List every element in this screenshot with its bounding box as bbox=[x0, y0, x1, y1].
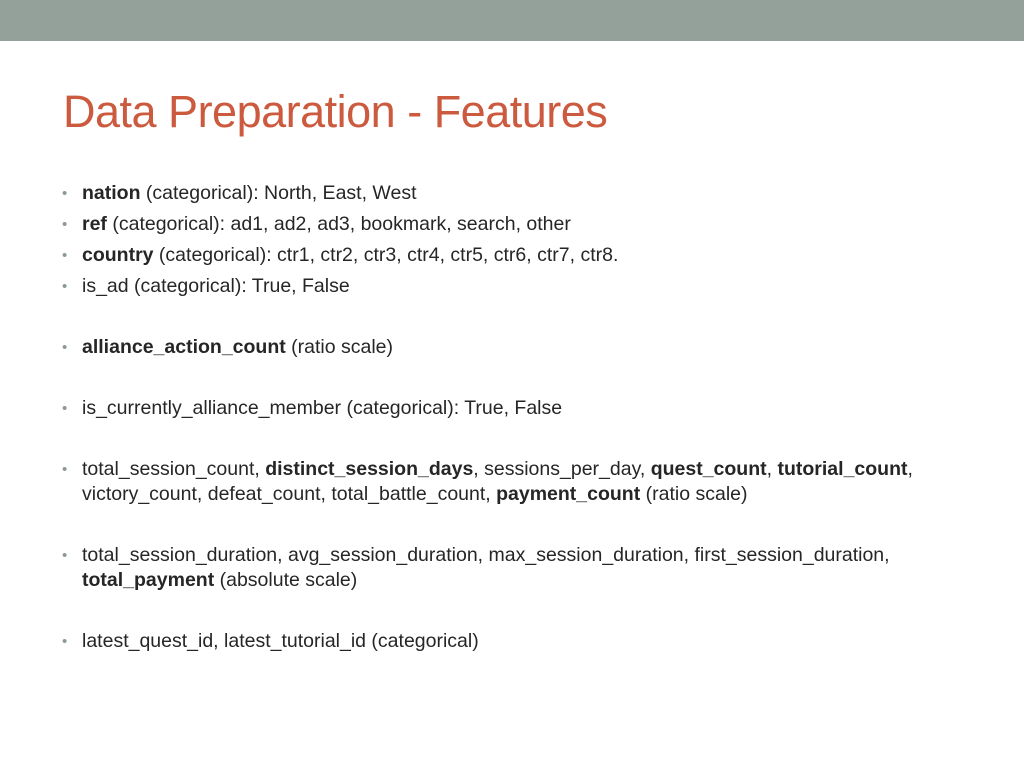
bullet-icon: • bbox=[62, 547, 68, 564]
bullet-icon: • bbox=[62, 185, 68, 202]
bullet-list bbox=[62, 181, 962, 654]
list-item-is-ad: • is_ad (categorical): True, False bbox=[62, 275, 350, 297]
bullet-icon: • bbox=[62, 633, 68, 650]
bullet-icon: • bbox=[62, 400, 68, 417]
bullet-icon: • bbox=[62, 339, 68, 356]
bullet-icon: • bbox=[62, 247, 68, 264]
list-item-alliance-member: • is_currently_alliance_member (categorical): True, False bbox=[62, 397, 563, 419]
list-item-alliance-action-count: • alliance_action_count (ratio scale) bbox=[62, 336, 394, 358]
bullet-icon: • bbox=[62, 278, 68, 295]
bullet-icon: • bbox=[62, 216, 68, 233]
list-item-country: • country (categorical): ctr1, ctr2, ctr3, ctr4, ctr5, ctr6, ctr7, ctr8. bbox=[62, 244, 619, 266]
list-item-ref: • ref (categorical): ad1, ad2, ad3, bookmark, search, other bbox=[62, 213, 571, 235]
slide-title: Data Preparation - Features bbox=[63, 86, 608, 137]
list-item-session-counts: • total_session_count, distinct_session_days, sessions_per_day, quest_count, tutorial_count, victory_count, defeat_count, total_battle_count, payment_count (ratio scale) bbox=[62, 458, 913, 505]
list-item-session-durations: • total_session_duration, avg_session_duration, max_session_duration, first_session_duration, total_payment (absolute scale) bbox=[62, 544, 890, 591]
top-accent-band bbox=[0, 0, 1024, 41]
list-item-latest-ids: • latest_quest_id, latest_tutorial_id (categorical) bbox=[62, 630, 479, 652]
bullet-icon: • bbox=[62, 461, 68, 478]
list-item-nation: • nation (categorical): North, East, West bbox=[62, 182, 417, 204]
